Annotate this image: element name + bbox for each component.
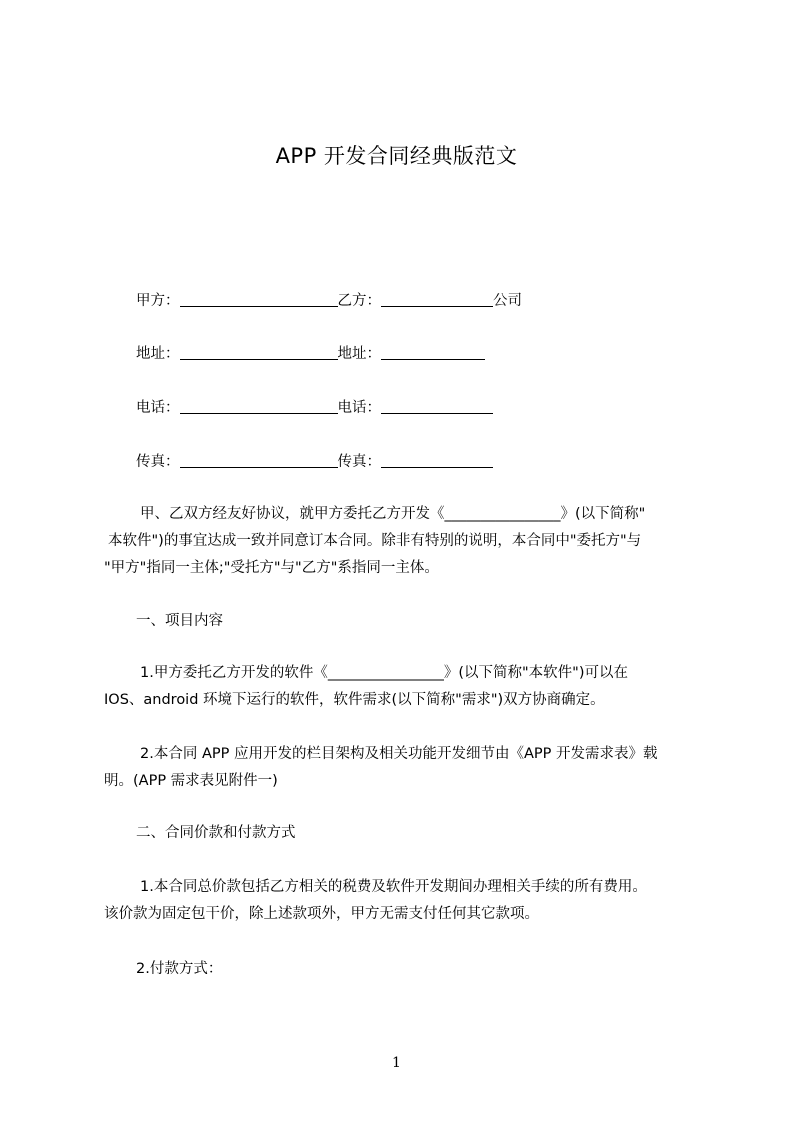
section-1-item-1-line-1: 1.甲方委托乙方开发的软件《________________》(以下简称"本软件")可以在 (140, 665, 628, 681)
party-b-address-label: 地址： (337, 346, 381, 362)
section-2-heading: 二、合同价款和付款方式 (136, 825, 296, 841)
party-a-phone-blank[interactable] (180, 398, 338, 414)
intro-line-1: 甲、乙双方经友好协议，就甲方委托乙方开发《________________》(以下简称" (140, 506, 646, 522)
party-a-label: 甲方： (136, 293, 180, 309)
party-b-label: 乙方： (337, 293, 381, 309)
party-b-address-blank[interactable] (381, 344, 485, 360)
section-2-item-2: 2.付款方式： (136, 961, 223, 977)
party-row-address (136, 343, 485, 365)
intro-line-3: "甲方"指同一主体;"受托方"与"乙方"系指同一主体。 (104, 560, 439, 576)
party-row-fax (136, 451, 493, 473)
section-1-item-1-line-2: IOS、android 环境下运行的软件，软件需求(以下简称"需求")双方协商确定。 (104, 692, 605, 708)
party-row-phone (136, 397, 493, 419)
party-b-phone-blank[interactable] (381, 398, 493, 414)
party-b-fax-label: 传真： (337, 454, 381, 470)
section-1-item-2-line-1: 2.本合同 APP 应用开发的栏目架构及相关功能开发细节由《APP 开发需求表》载 (140, 746, 658, 762)
party-a-name-blank[interactable] (180, 291, 338, 307)
party-b-name-blank[interactable] (381, 291, 493, 307)
intro-line-2: 本软件")的事宜达成一致并同意订本合同。除非有特别的说明，本合同中"委托方"与 (108, 533, 642, 549)
party-a-phone-label: 电话： (136, 400, 180, 416)
party-a-address-blank[interactable] (180, 344, 338, 360)
party-a-fax-label: 传真： (136, 454, 180, 470)
section-2-item-1-line-2: 该价款为固定包干价，除上述款项外，甲方无需支付任何其它款项。 (104, 906, 539, 922)
party-a-address-label: 地址： (136, 346, 180, 362)
party-row-name (136, 290, 522, 312)
section-2-item-1-line-1: 1.本合同总价款包括乙方相关的税费及软件开发期间办理相关手续的所有费用。 (140, 879, 647, 895)
party-b-phone-label: 电话： (337, 400, 381, 416)
document-title: APP 开发合同经典版范文 (275, 144, 518, 168)
party-b-fax-blank[interactable] (381, 452, 493, 468)
page-number: 1 (392, 1055, 401, 1071)
party-a-fax-blank[interactable] (180, 452, 338, 468)
section-1-item-2-line-2: 明。(APP 需求表见附件一) (104, 773, 278, 789)
company-suffix: 公司 (493, 293, 522, 309)
section-1-heading: 一、项目内容 (136, 613, 223, 629)
